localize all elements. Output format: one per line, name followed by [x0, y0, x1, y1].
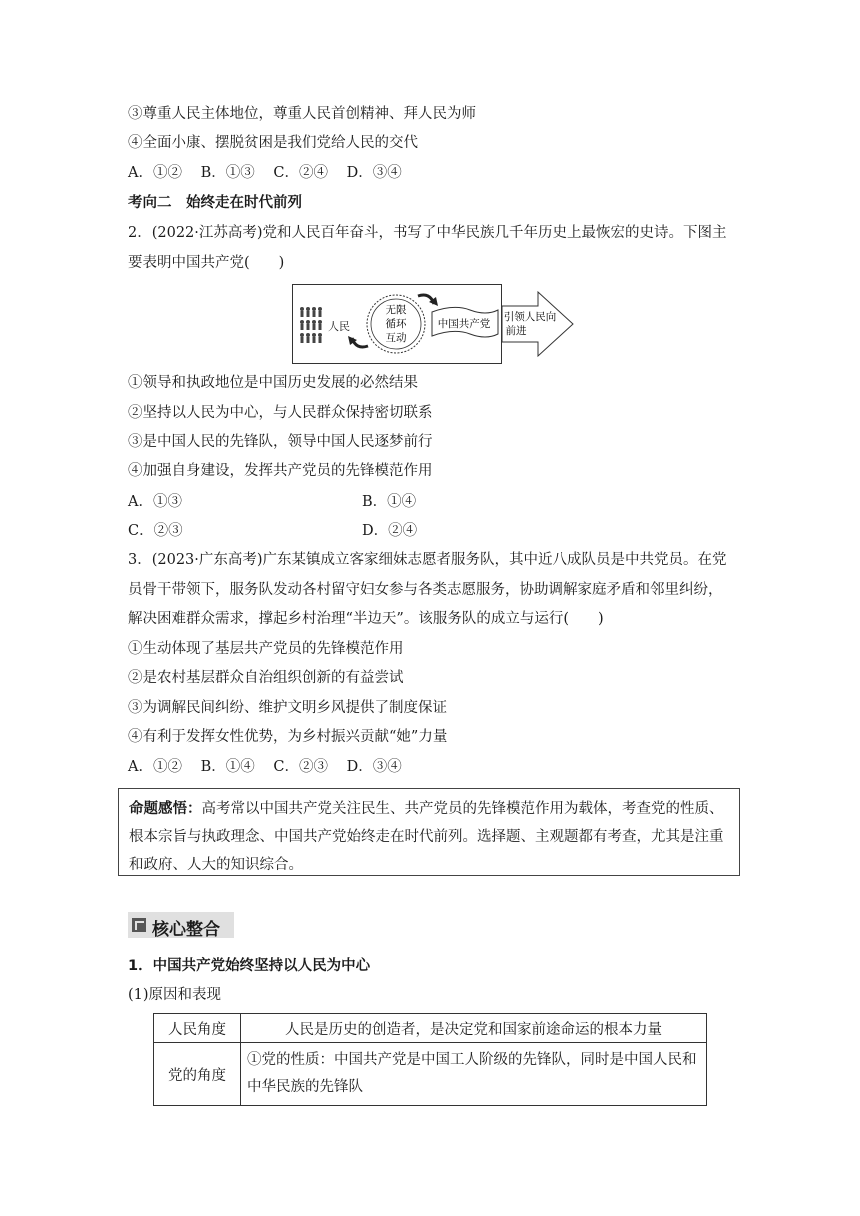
table-row [154, 1014, 707, 1043]
table-row-head: 党的角度 [154, 1043, 241, 1106]
q3-choice-c: C．②③ [273, 759, 328, 775]
q2-choice-d: D．②④ [362, 523, 418, 539]
q3-option-1: ①生动体现了基层共产党员的先锋模范作用 [128, 641, 404, 657]
table-row-content: ①党的性质：中国共产党是中国工人阶级的先锋队，同时是中国人民和中华民族的先锋队 [241, 1043, 707, 1106]
q3-stem-line-3: 解决困难群众需求，撑起乡村治理“半边天”。该服务队的成立与运行( ) [128, 611, 604, 627]
cycle-label-2: 循环 [385, 318, 407, 330]
q2-stem-line-1: 2．(2022·江苏高考)党和人民百年奋斗，书写了中华民族几千年历史上最恢宏的史诗。下图主 [128, 225, 727, 241]
people-label: 人民 [328, 320, 350, 333]
q3-option-3: ③为调解民间纠纷、维护文明乡风提供了制度保证 [128, 700, 447, 716]
q2-option-2: ②坚持以人民为中心，与人民群众保持密切联系 [128, 405, 433, 421]
q2-choice-c: C．②③ [128, 523, 183, 539]
q2-choice-b: B．①④ [362, 494, 417, 510]
q2-option-3: ③是中国人民的先锋队，领导中国人民逐梦前行 [128, 434, 433, 450]
q2-stem-line-2: 要表明中国共产党( ) [128, 255, 285, 271]
q3-stem-line-2: 员骨干带领下，服务队发动各村留守妇女参与各类志愿服务，协助调解家庭矛盾和邻里纠纷， [128, 582, 723, 598]
point-1-title: 1．中国共产党始终坚持以人民为中心 [128, 958, 371, 974]
q3-choices [128, 757, 416, 777]
section-title-direction-2: 考向二 始终走在时代前列 [128, 195, 302, 211]
q3-option-2: ②是农村基层群众自治组织创新的有益尝试 [128, 670, 404, 686]
section-header-core-integration [128, 912, 234, 938]
q1-option-3: ③尊重人民主体地位，尊重人民首创精神、拜人民为师 [128, 106, 476, 122]
exam-insight-label: 命题感悟： [129, 801, 202, 817]
q3-choice-d: D．③④ [346, 759, 402, 775]
q2-choice-a: A．①③ [128, 494, 182, 510]
q2-option-4: ④加强自身建设，发挥共产党员的先锋模范作用 [128, 463, 433, 479]
reasons-table [153, 1013, 707, 1106]
table-row [154, 1043, 707, 1106]
q1-option-4: ④全面小康、摆脱贫困是我们党给人民的交代 [128, 135, 418, 151]
party-label: 中国共产党 [437, 318, 491, 330]
arrow-label-2: 前进 [505, 325, 527, 337]
q1-choice-c: C．②④ [273, 165, 328, 181]
q1-choice-a: A．①② [128, 165, 182, 181]
forward-arrow-icon [502, 292, 573, 356]
party-people-diagram [292, 284, 574, 364]
table-row-content: 人民是历史的创造者，是决定党和国家前途命运的根本力量 [241, 1014, 707, 1043]
q2-option-1: ①领导和执政地位是中国历史发展的必然结果 [128, 375, 418, 391]
q1-choice-b: B．①③ [200, 165, 255, 181]
q3-choice-b: B．①④ [200, 759, 255, 775]
section-marker-icon [132, 918, 146, 932]
section-header-title: 核心整合 [152, 920, 220, 940]
table-row-head: 人民角度 [154, 1014, 241, 1043]
arrow-label-1: 引领人民向 [503, 311, 557, 323]
exam-insight-box [118, 788, 740, 876]
q3-stem-line-1: 3．(2023·广东高考)广东某镇成立客家细妹志愿者服务队，其中近八成队员是中共党员。在党 [128, 552, 727, 568]
q1-choice-d: D．③④ [346, 165, 402, 181]
point-1-subtitle: (1)原因和表现 [128, 987, 222, 1003]
cycle-label-3: 互动 [385, 332, 407, 344]
cycle-label-1: 无限 [385, 304, 407, 316]
q3-choice-a: A．①② [128, 759, 182, 775]
q3-option-4: ④有利于发挥女性优势，为乡村振兴贡献“她”力量 [128, 729, 448, 745]
exam-insight-text: 高考常以中国共产党关注民生、共产党员的先锋模范作用为载体，考查党的性质、根本宗旨与执政理念、中国共产党始终走在时代前列。选择题、主观题都有考查，尤其是注重和政府、人大的知识综合。 [129, 801, 724, 873]
q1-choices [128, 163, 416, 183]
